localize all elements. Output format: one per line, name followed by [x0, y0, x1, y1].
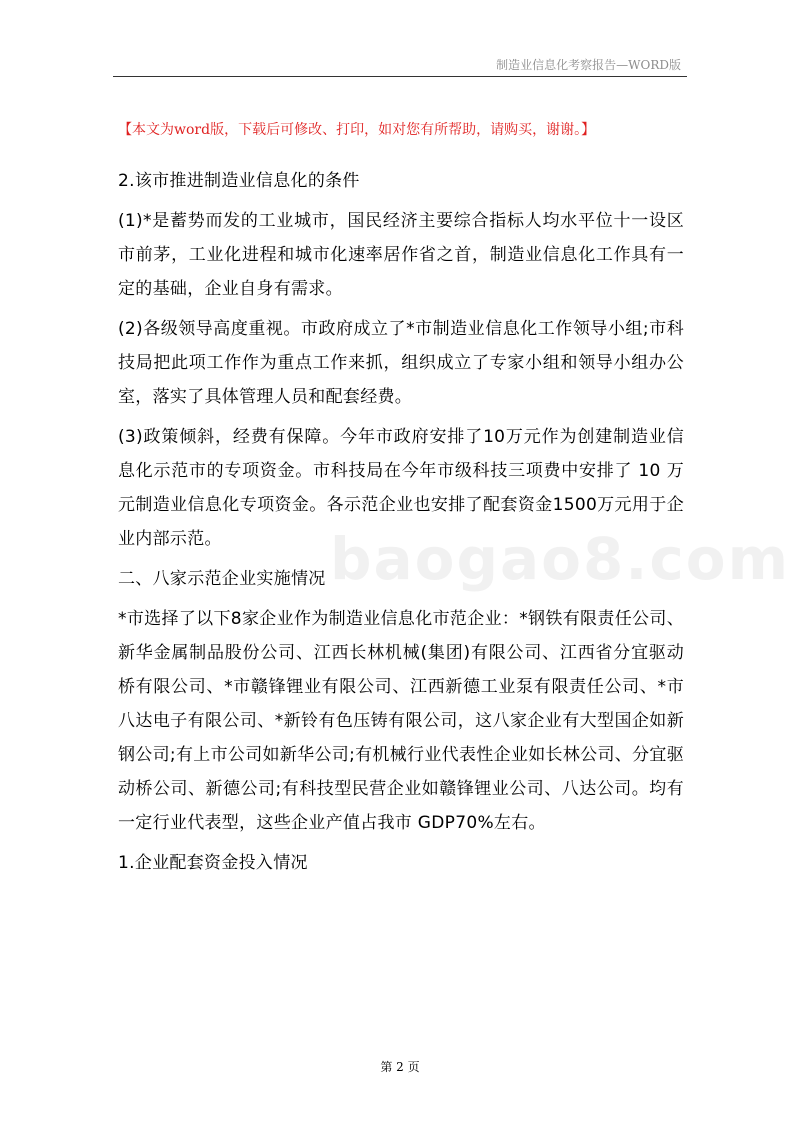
- paragraph-condition-3: (3)政策倾斜，经费有保障。今年市政府安排了10万元作为创建制造业信息化示范市的专项资金。市科技局在今年市级科技三项费中安排了 10 万元制造业信息化专项资金。各示范企业也安排了配套资金1500万元用于企业内部示范。: [118, 427, 684, 549]
- section-heading-enterprises: 二、八家示范企业实施情况: [118, 569, 326, 589]
- paragraph-enterprise-list: *市选择了以下8家企业作为制造业信息化市范企业：*钢铁有限责任公司、新华金属制品股份公司、江西长林机械(集团)有限公司、江西省分宜驱动桥有限公司、*市赣锋锂业有限公司、江西新德工业泵有限责任公司、*市八达电子有限公司、*新铃有色压铸有限公司，这八家企业有大型国企如新钢公司;有上市公司如新华公司;有机械行业代表性企业如长林公司、分宜驱动桥公司、新德公司;有科技型民营企业如赣锋锂业公司、八达公司。均有一定行业代表型，这些企业产值占我市 GDP70%左右。: [118, 609, 684, 833]
- paragraph-condition-2: (2)各级领导高度重视。市政府成立了*市制造业信息化工作领导小组;市科技局把此项工作作为重点工作来抓，组织成立了专家小组和领导小组办公室，落实了具体管理人员和配套经费。: [118, 319, 684, 407]
- section-heading-conditions: 2.该市推进制造业信息化的条件: [118, 171, 360, 191]
- document-body: [118, 164, 684, 886]
- page-number: 第 2 页: [380, 1060, 420, 1074]
- paragraph-condition-1: (1)*是蓄势而发的工业城市，国民经济主要综合指标人均水平位十一设区市前茅，工业化进程和城市化速率居作省之首，制造业信息化工作具有一定的基础，企业自身有需求。: [118, 211, 684, 299]
- header-divider: [113, 76, 687, 77]
- watermark: baogao8.com: [330, 525, 791, 593]
- download-notice: 【本文为word版，下载后可修改、打印，如对您有所帮助，请购买，谢谢。】: [118, 122, 596, 138]
- section-heading-funding: 1.企业配套资金投入情况: [118, 853, 308, 873]
- header-title: 制造业信息化考察报告—WORD版: [496, 58, 681, 72]
